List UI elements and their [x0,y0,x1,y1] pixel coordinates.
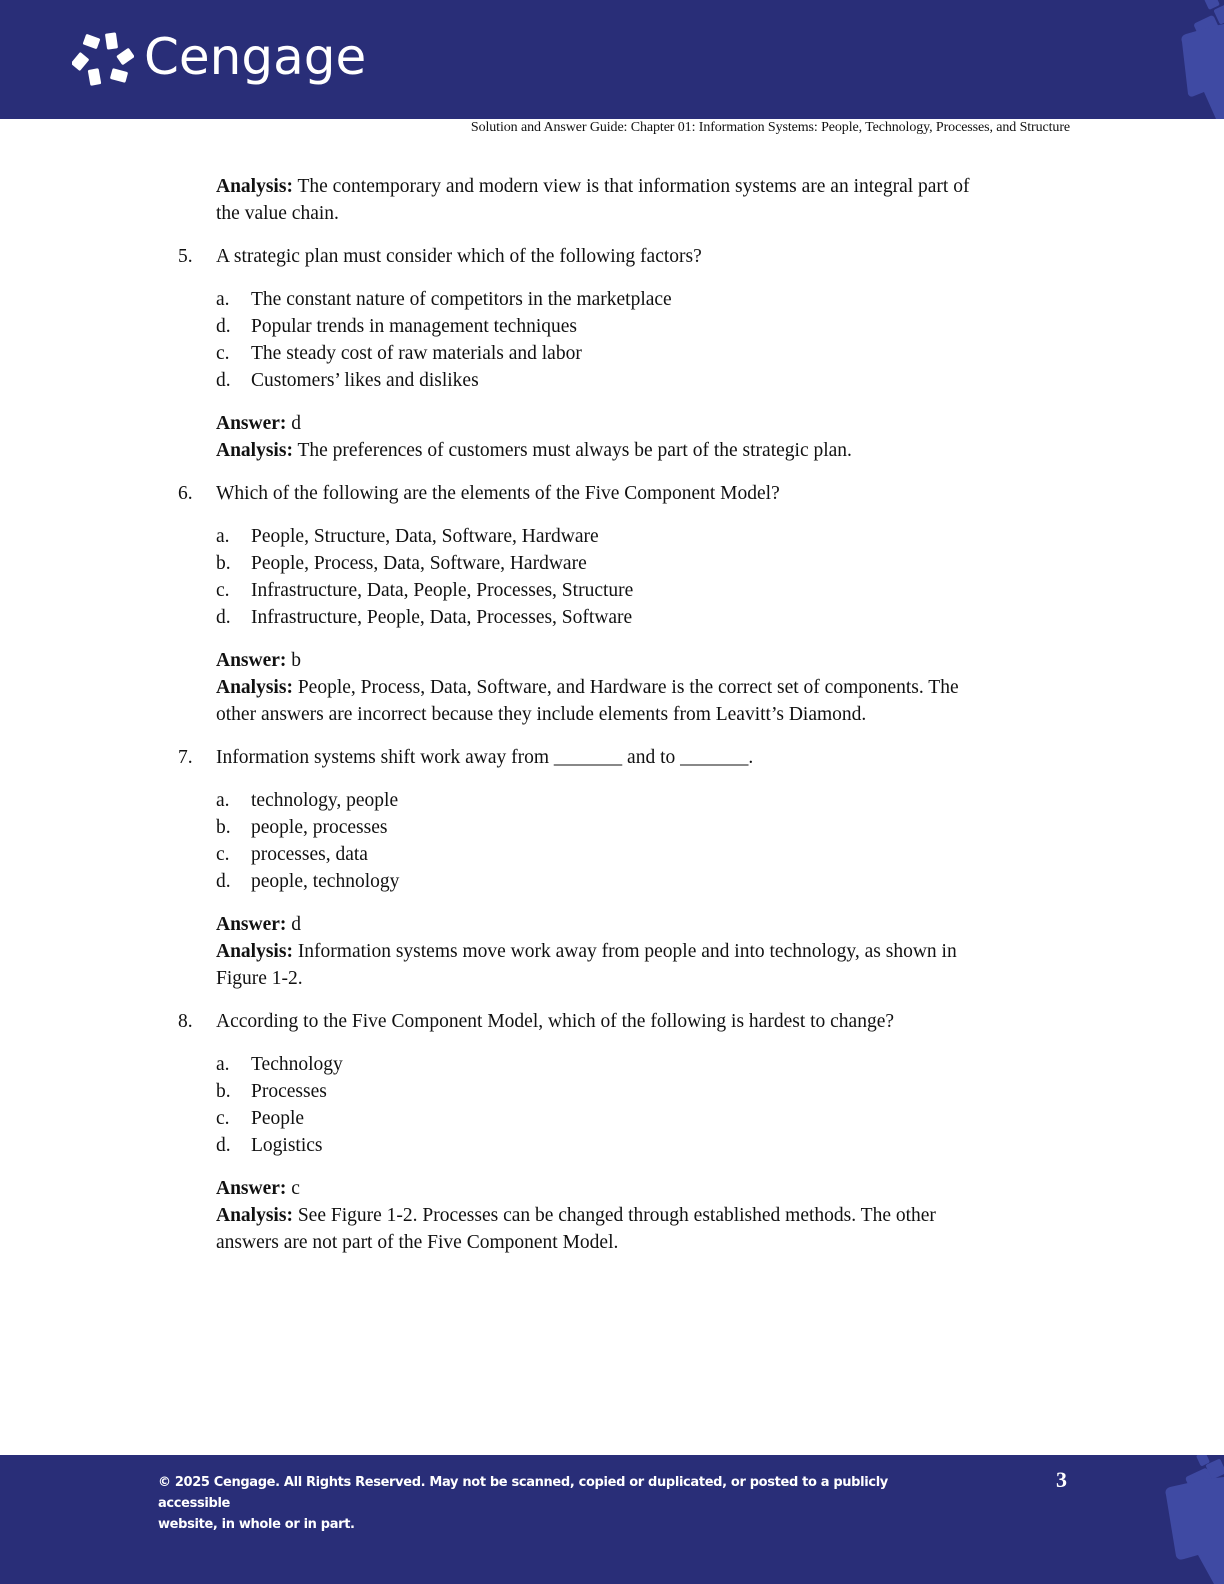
option [216,367,479,394]
answer-value: c [286,1178,300,1199]
option-text: Popular trends in management techniques [251,316,577,337]
analysis [216,674,1076,701]
analysis-label: Analysis: [216,176,293,197]
question-6 [178,480,780,507]
answer [216,1175,1076,1202]
question-8 [178,1008,894,1035]
analysis-line2: answers are not part of the Five Component Model. [216,1232,619,1253]
option-letter: a. [216,289,230,310]
option [216,1132,323,1159]
option-text: processes, data [251,844,368,865]
running-head: Solution and Answer Guide: Chapter 01: Information Systems: People, Technology, Processes, and Structure [470,120,1070,135]
option-letter: a. [216,526,230,547]
analysis-text: The contemporary and modern view is that information systems are an integral part of [292,176,970,197]
option-letter: d. [216,607,231,628]
option-letter: b. [216,1081,231,1102]
carryover-analysis [216,173,1076,200]
option-text: People, Process, Data, Software, Hardware [251,553,587,574]
answer-label: Answer: [216,650,287,671]
option-letter: a. [216,790,230,811]
option-text: Infrastructure, People, Data, Processes, Software [251,607,633,628]
option-text: People, Structure, Data, Software, Hardware [251,526,599,547]
answer-value: d [286,914,302,935]
answer-label: Answer: [216,914,287,935]
copyright-line2: website, in whole or in part. [158,1517,355,1532]
option-text: Technology [251,1054,343,1075]
option [216,1105,304,1132]
answer-label: Answer: [216,413,287,434]
question-number: 5. [178,246,193,267]
analysis [216,1202,1076,1229]
option-letter: d. [216,871,231,892]
option [216,814,387,841]
page-number: 3 [1056,1467,1067,1492]
carryover-analysis-line2: the value chain. [216,203,339,224]
question-text: Which of the following are the elements of the Five Component Model? [216,483,780,504]
option [216,604,632,631]
option-letter: c. [216,1108,230,1129]
question-number: 8. [178,1011,193,1032]
answer-label: Answer: [216,1178,287,1199]
option [216,523,599,550]
analysis-text: The preferences of customers must always be part of the strategic plan. [292,440,852,461]
decorative-tiles-icon [1144,0,1224,119]
option-text: The constant nature of competitors in the marketplace [251,289,672,310]
question-number: 7. [178,747,193,768]
copyright-notice [158,1472,958,1535]
option-letter: d. [216,370,231,391]
question-number: 6. [178,483,193,504]
analysis-line2: Figure 1-2. [216,968,303,989]
option-letter: d. [216,1135,231,1156]
option-letter: c. [216,343,230,364]
option-letter: b. [216,817,231,838]
option-letter: c. [216,580,230,601]
analysis-text: People, Process, Data, Software, and Hardware is the correct set of components. The [292,677,959,698]
option-letter: d. [216,316,231,337]
option-text: Infrastructure, Data, People, Processes, Structure [251,580,634,601]
copyright-line1: © 2025 Cengage. All Rights Reserved. May not be scanned, copied or duplicated, or posted to a publicly accessible [158,1475,888,1511]
option-text: People [251,1108,305,1129]
analysis-text: Information systems move work away from people and into technology, as shown in [292,941,957,962]
analysis [216,437,1076,464]
answer [216,410,1076,437]
question-5 [178,243,702,270]
page-footer-band [0,1455,1224,1584]
option [216,1051,343,1078]
option-letter: c. [216,844,230,865]
question-text: According to the Five Component Model, which of the following is hardest to change? [216,1011,895,1032]
cengage-logo [72,30,366,90]
option [216,340,582,367]
option-text: technology, people [251,790,399,811]
option [216,841,368,868]
analysis-label: Analysis: [216,440,293,461]
analysis-label: Analysis: [216,677,293,698]
option-text: people, technology [251,871,400,892]
brand-name: Cengage [144,28,367,86]
option [216,1078,327,1105]
option-text: Processes [251,1081,327,1102]
option [216,313,577,340]
page-header-band [0,0,1224,119]
option-letter: b. [216,553,231,574]
option [216,286,672,313]
analysis-line2: other answers are incorrect because they include elements from Leavitt’s Diamond. [216,704,867,725]
option-text: The steady cost of raw materials and labor [251,343,582,364]
option [216,868,399,895]
answer [216,647,1076,674]
option-letter: a. [216,1054,230,1075]
cengage-burst-icon [72,30,134,90]
question-7 [178,744,753,771]
analysis-label: Analysis: [216,1205,293,1226]
option [216,577,633,604]
question-text: Information systems shift work away from _______ and to _______. [216,747,754,768]
question-text: A strategic plan must consider which of the following factors? [216,246,702,267]
option [216,550,587,577]
analysis-text: See Figure 1-2. Processes can be changed through established methods. The other [292,1205,936,1226]
option [216,787,398,814]
decorative-tiles-icon [1114,1455,1224,1584]
answer [216,911,1076,938]
analysis [216,938,1076,965]
answer-value: b [286,650,302,671]
answer-value: d [286,413,302,434]
option-text: Customers’ likes and dislikes [251,370,479,391]
option-text: Logistics [251,1135,323,1156]
option-text: people, processes [251,817,388,838]
analysis-label: Analysis: [216,941,293,962]
